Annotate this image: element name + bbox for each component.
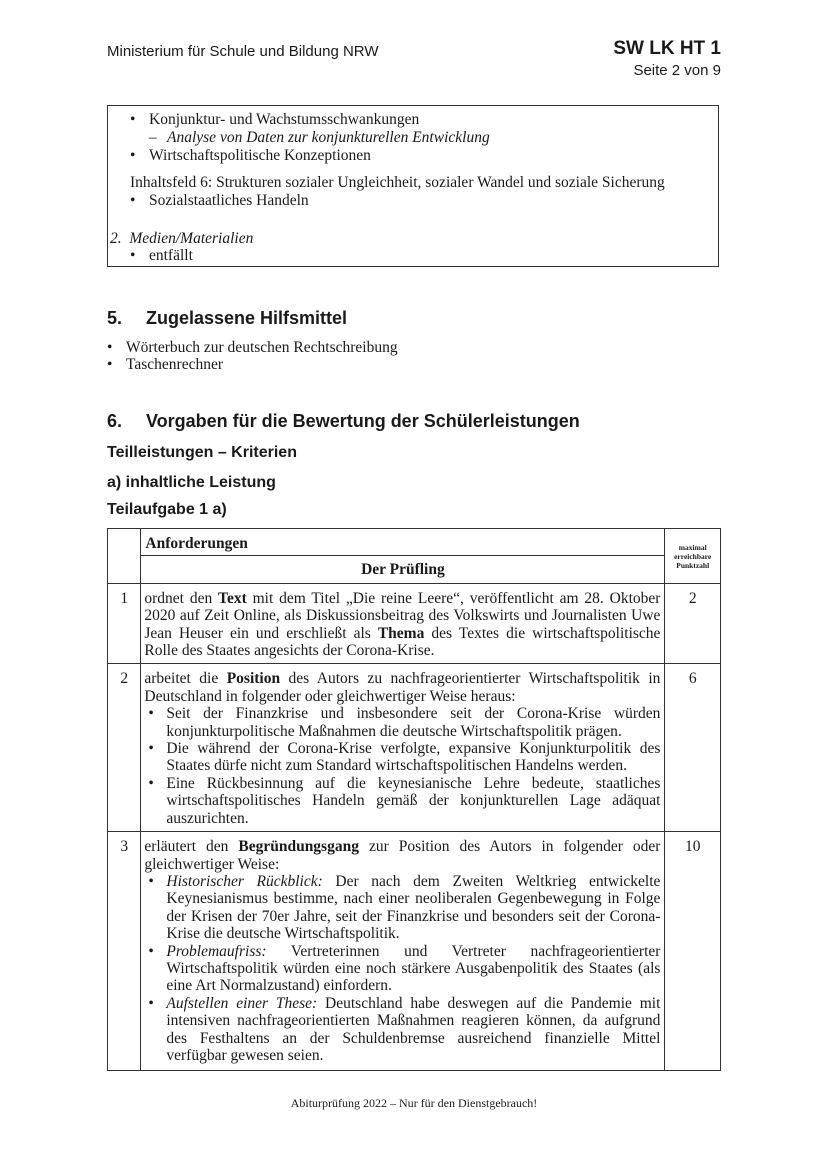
table-row	[108, 664, 721, 832]
exam-code: SW LK HT 1	[613, 38, 721, 59]
row-number: 3	[108, 832, 141, 1071]
header-requirements: Anforderungen	[141, 529, 665, 556]
list-item: • Aufstellen einer These: Deutschland habe deswegen auf die Pandemie mit intensiven nachfrageorientierten Maßnahmen reagieren können, da aufgrund des Festhaltens an der Schuldenbremse ausreichend finanzielle Mittel verfügbar gewesen seien.	[144, 995, 660, 1065]
row-points: 10	[665, 832, 721, 1071]
dash-icon: –	[149, 129, 157, 146]
bullet-icon: •	[130, 111, 136, 128]
list-item: • Wörterbuch zur deutschen Rechtschreibung	[107, 339, 398, 356]
row-requirement: erläutert den Begründungsgang zur Position des Autors in folgender oder gleichwertiger Weise: • Historischer Rückblick: Der nach dem Zweiten Weltkrieg entwickelte Keynesianismus bestimme, nach einer neoliberalen Gegenbewegung in Folge der Krisen der 70er Jahre, seit der Finanzkrise und besonders seit der Corona-Krise die deutsche Wirtschaftspolitik. • Problemaufriss: Vertreterinnen und Vertreter nachfrageorientierter Wirtschaftspolitik würden eine noch stärkere Ausgabenpolitik des Staates (als eine Art Normalzustand) einfordern. • Aufstellen einer These: Deutschland habe deswegen auf die Pandemie mit intensiven nachfrageorientierten Maßnahmen reagieren können, da aufgrund des Festhaltens an der Schuldenbremse ausreichend finanzielle Mittel verfügbar gewesen seien.	[141, 832, 665, 1071]
list-item: • Historischer Rückblick: Der nach dem Zweiten Weltkrieg entwickelte Keynesianismus bestimme, nach einer neoliberalen Gegenbewegung in Folge der Krisen der 70er Jahre, seit der Finanzkrise und besonders seit der Corona-Krise die deutsche Wirtschaftspolitik.	[144, 873, 660, 943]
bullet-icon: •	[130, 192, 136, 209]
bullet-icon: •	[130, 147, 136, 164]
table-row	[108, 832, 721, 1071]
list-item: • Konjunktur- und Wachstumsschwankungen	[130, 111, 420, 128]
list-item: • entfällt	[130, 247, 193, 264]
row-requirement: ordnet den Text mit dem Titel „Die reine Leere“, veröffentlicht am 28. Oktober 2020 auf Zeit Online, als Diskussionsbeitrag des Volkswirts und Journalisten Uwe Jean Heuser ein und erschließt als Thema des Textes die wirtschaftspolitische Rolle des Staates angesichts der Corona-Krise.	[141, 583, 665, 664]
content-field-heading: Inhaltsfeld 6: Strukturen sozialer Ungleichheit, sozialer Wandel und soziale Sicherung	[130, 174, 665, 191]
subheading-content-performance: a) inhaltliche Leistung	[107, 474, 276, 491]
page-number: Seite 2 von 9	[633, 62, 721, 79]
bullet-icon: •	[107, 339, 113, 356]
row-number: 2	[108, 664, 141, 832]
sub-list-item: – Analyse von Daten zur konjunkturellen Entwicklung	[149, 129, 490, 146]
header-examinee: Der Prüfling	[141, 556, 665, 583]
row-requirement: arbeitet die Position des Autors zu nachfrageorientierter Wirtschaftspolitik in Deutschland in folgender oder gleichwertiger Weise heraus: • Seit der Finanzkrise und insbesondere seit der Corona-Krise würden konjunkturpolitische Maßnahmen die deutsche Wirtschaftspolitik prägen. • Die während der Corona-Krise verfolgte, expansive Konjunkturpolitik des Staates dürfe nicht zum Standard wirtschaftspolitischen Handelns werden. • Eine Rückbesinnung auf die keynesianische Lehre bedeute, staatliches wirtschaftspolitisches Handeln gemäß der konjunkturellen Lage adäquat auszurichten.	[141, 664, 665, 832]
bullet-icon: •	[130, 247, 136, 264]
page-footer: Abiturprüfung 2022 – Nur für den Dienstgebrauch!	[290, 1096, 538, 1110]
media-heading: 2. Medien/Materialien	[110, 230, 254, 247]
criteria-table	[107, 528, 721, 1071]
ministry-name: Ministerium für Schule und Bildung NRW	[107, 43, 379, 60]
table-header-row	[108, 556, 721, 583]
list-item: • Problemaufriss: Vertreterinnen und Vertreter nachfrageorientierter Wirtschaftspolitik würden eine noch stärkere Ausgabenpolitik des Staates (als eine Art Normalzustand) einfordern.	[144, 943, 660, 995]
bullet-icon: •	[107, 356, 113, 373]
list-item: • Eine Rückbesinnung auf die keynesianische Lehre bedeute, staatliches wirtschaftspolitisches Handeln gemäß der konjunkturellen Lage adäquat auszurichten.	[144, 775, 660, 827]
table-header-row	[108, 529, 721, 556]
header-num-cell	[108, 529, 141, 584]
section-6-heading: 6. Vorgaben für die Bewertung der Schülerleistungen	[107, 411, 580, 431]
row-points: 2	[665, 583, 721, 664]
content-fields-box	[107, 105, 719, 267]
header-max-points: maximal erreichbare Punktzahl	[665, 529, 721, 584]
section-5-heading: 5. Zugelassene Hilfsmittel	[107, 308, 348, 328]
row-number: 1	[108, 583, 141, 664]
list-item: • Taschenrechner	[107, 356, 224, 373]
list-item: • Die während der Corona-Krise verfolgte, expansive Konjunkturpolitik des Staates dürfe nicht zum Standard wirtschaftspolitischen Handelns werden.	[144, 740, 660, 775]
list-item: • Seit der Finanzkrise und insbesondere seit der Corona-Krise würden konjunkturpolitische Maßnahmen die deutsche Wirtschaftspolitik prägen.	[144, 705, 660, 740]
table-row	[108, 583, 721, 664]
list-item: • Sozialstaatliches Handeln	[130, 192, 309, 209]
subheading-criteria: Teilleistungen – Kriterien	[107, 444, 297, 461]
subheading-subtask: Teilaufgabe 1 a)	[107, 501, 227, 518]
list-item: • Wirtschaftspolitische Konzeptionen	[130, 147, 371, 164]
row-points: 6	[665, 664, 721, 832]
